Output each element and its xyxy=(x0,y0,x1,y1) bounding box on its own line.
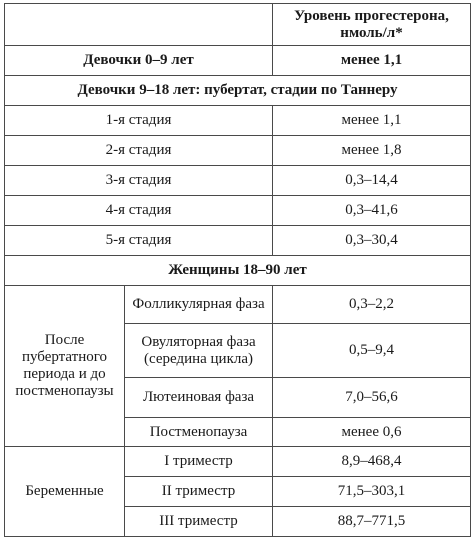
trimester-label: I триместр xyxy=(125,447,273,477)
tanner-stage-value: менее 1,8 xyxy=(273,136,471,166)
trimester-value: 8,9–468,4 xyxy=(273,447,471,477)
progesterone-reference-table xyxy=(4,3,471,537)
cycle-phase-value: 0,3–2,2 xyxy=(273,286,471,324)
cycle-phase-label: Овуляторная фаза (середина цикла) xyxy=(125,324,273,378)
women-18-90-heading-row xyxy=(5,256,471,286)
header-empty-cell xyxy=(5,4,273,46)
tanner-stage-label: 1-я стадия xyxy=(5,106,273,136)
trimester-label: III триместр xyxy=(125,507,273,537)
header-row xyxy=(5,4,471,46)
value-column-header: Уровень прогестерона, нмоль/л* xyxy=(273,4,471,46)
tanner-stage-label: 5-я стадия xyxy=(5,226,273,256)
cycle-phase-value: 0,5–9,4 xyxy=(273,324,471,378)
girls-0-9-value: менее 1,1 xyxy=(273,46,471,76)
tanner-stage-label: 3-я стадия xyxy=(5,166,273,196)
girls-9-18-heading-row xyxy=(5,76,471,106)
cycle-phase-label: Постменопауза xyxy=(125,418,273,447)
girls-0-9-row xyxy=(5,46,471,76)
cycle-phase-value: 7,0–56,6 xyxy=(273,378,471,418)
table-row xyxy=(5,196,471,226)
table-row xyxy=(5,286,471,324)
trimester-value: 88,7–771,5 xyxy=(273,507,471,537)
table-row xyxy=(5,166,471,196)
girls-0-9-label: Девочки 0–9 лет xyxy=(5,46,273,76)
table-row xyxy=(5,136,471,166)
post-pubertal-group-label: После пубертатного периода и до постменопаузы xyxy=(5,286,125,447)
table-row xyxy=(5,106,471,136)
tanner-stage-value: 0,3–14,4 xyxy=(273,166,471,196)
tanner-stage-label: 4-я стадия xyxy=(5,196,273,226)
trimester-label: II триместр xyxy=(125,477,273,507)
tanner-stage-label: 2-я стадия xyxy=(5,136,273,166)
women-18-90-heading: Женщины 18–90 лет xyxy=(5,256,471,286)
tanner-stage-value: менее 1,1 xyxy=(273,106,471,136)
pregnant-group-label: Беременные xyxy=(5,447,125,537)
girls-9-18-heading: Девочки 9–18 лет: пубертат, стадии по Таннеру xyxy=(5,76,471,106)
table-row xyxy=(5,447,471,477)
cycle-phase-label: Фолликулярная фаза xyxy=(125,286,273,324)
cycle-phase-label: Лютеиновая фаза xyxy=(125,378,273,418)
tanner-stage-value: 0,3–41,6 xyxy=(273,196,471,226)
tanner-stage-value: 0,3–30,4 xyxy=(273,226,471,256)
cycle-phase-value: менее 0,6 xyxy=(273,418,471,447)
trimester-value: 71,5–303,1 xyxy=(273,477,471,507)
table-row xyxy=(5,226,471,256)
